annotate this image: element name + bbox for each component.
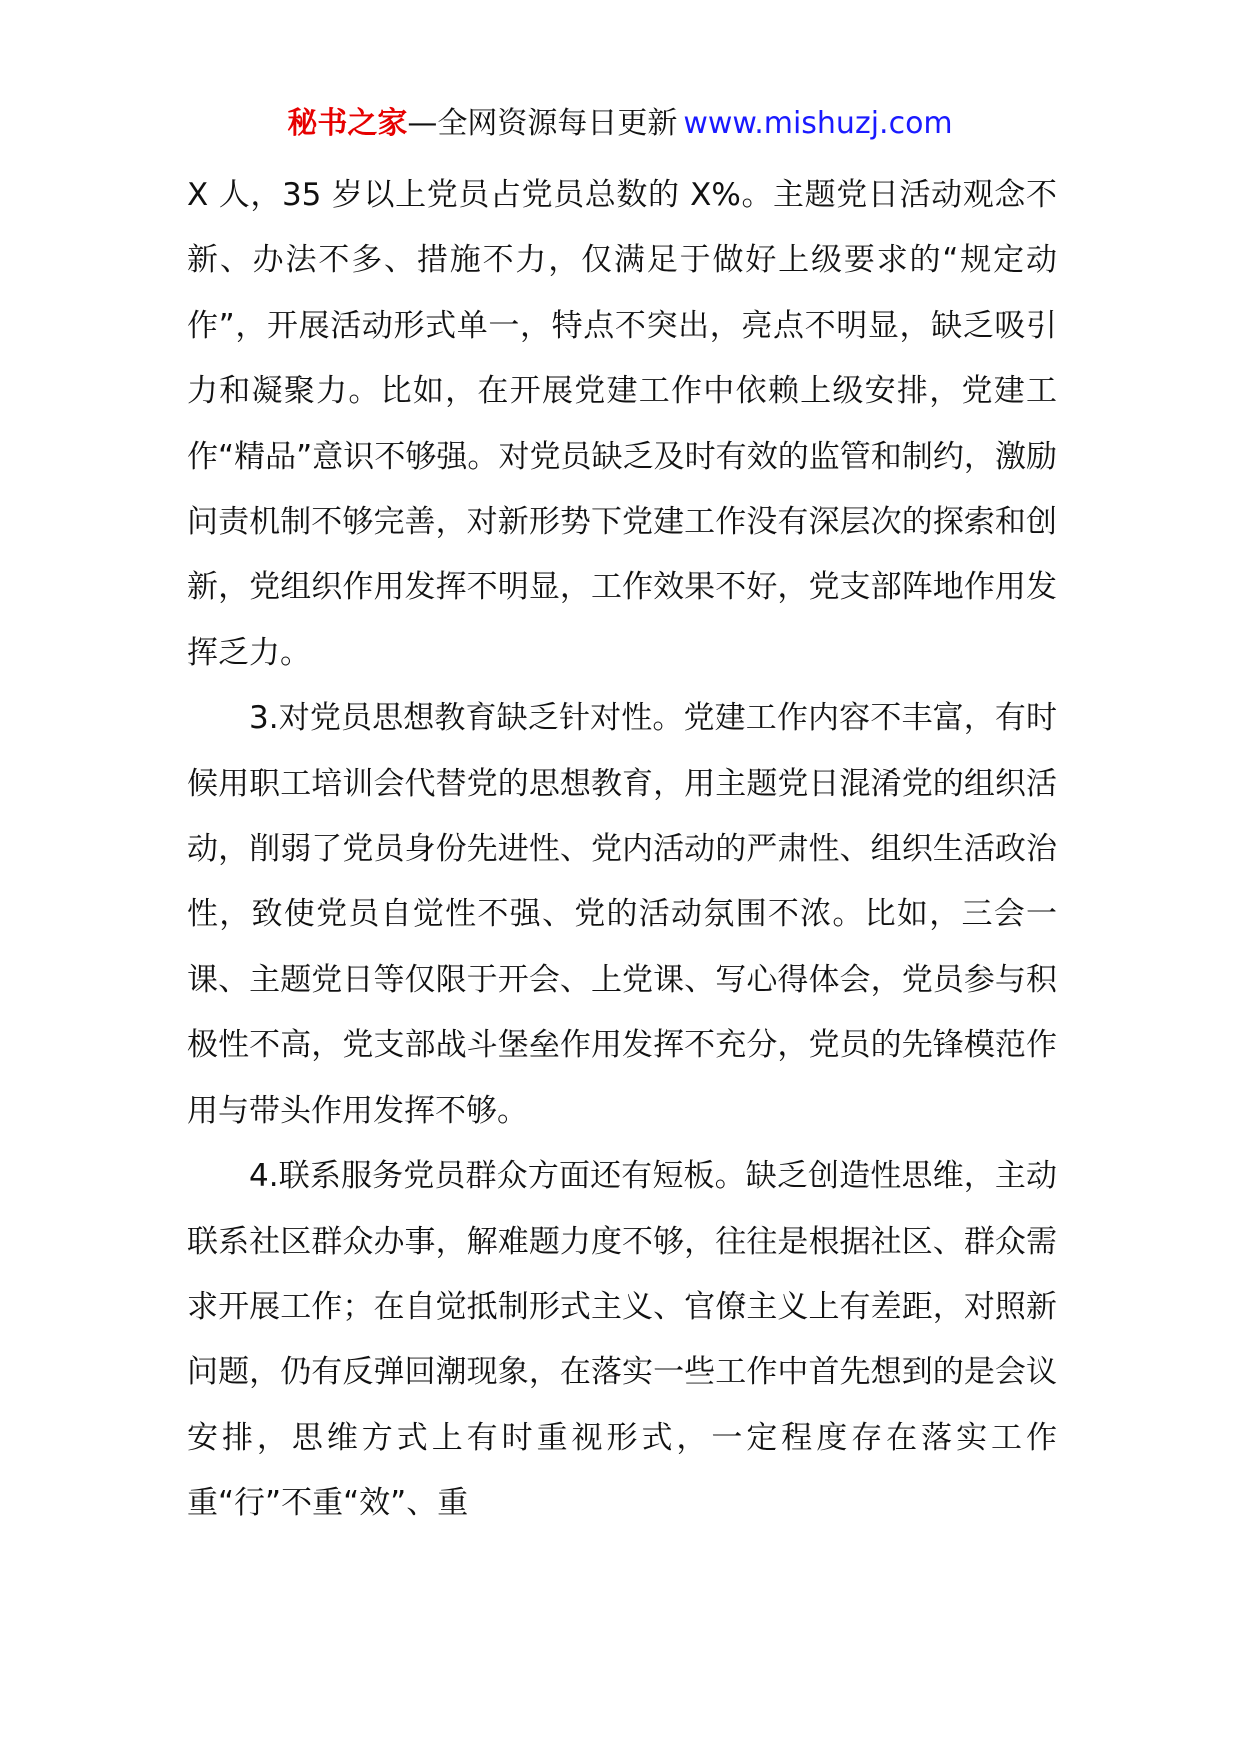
site-url-link[interactable]: www.mishuzj.com — [683, 106, 953, 141]
document-body — [187, 163, 1057, 1537]
paragraph-1: X 人，35 岁以上党员占党员总数的 X%。主题党日活动观念不新、办法不多、措施不力，仅满足于做好上级要求的“规定动作”，开展活动形式单一，特点不突出，亮点不明显，缺乏吸引力和凝聚力。比如，在开展党建工作中依赖上级安排，党建工作“精品”意识不够强。对党员缺乏及时有效的监管和制约，激励问责机制不够完善，对新形势下党建工作没有深层次的探索和创新，党组织作用发挥不明显，工作效果不好，党支部阵地作用发挥乏力。 — [187, 177, 1057, 671]
paragraph-2: 3.对党员思想教育缺乏针对性。党建工作内容不丰富，有时候用职工培训会代替党的思想教育，用主题党日混淆党的组织活动，削弱了党员身份先进性、党内活动的严肃性、组织生活政治性，致使党员自觉性不强、党的活动氛围不浓。比如，三会一课、主题党日等仅限于开会、上党课、写心得体会，党员参与积极性不高，党支部战斗堡垒作用发挥不充分，党员的先锋模范作用与带头作用发挥不够。 — [187, 700, 1057, 1129]
site-header — [0, 100, 1240, 148]
paragraph-3: 4.联系服务党员群众方面还有短板。缺乏创造性思维，主动联系社区群众办事，解难题力度不够，往往是根据社区、群众需求开展工作；在自觉抵制形式主义、官僚主义上有差距，对照新问题，仍有反弹回潮现象，在落实一些工作中首先想到的是会议安排，思维方式上有时重视形式，一定程度存在落实工作重“行”不重“效”、重 — [187, 1158, 1057, 1522]
header-slogan: —全网资源每日更新 — [407, 106, 678, 141]
brand-name: 秘书之家 — [287, 106, 408, 141]
